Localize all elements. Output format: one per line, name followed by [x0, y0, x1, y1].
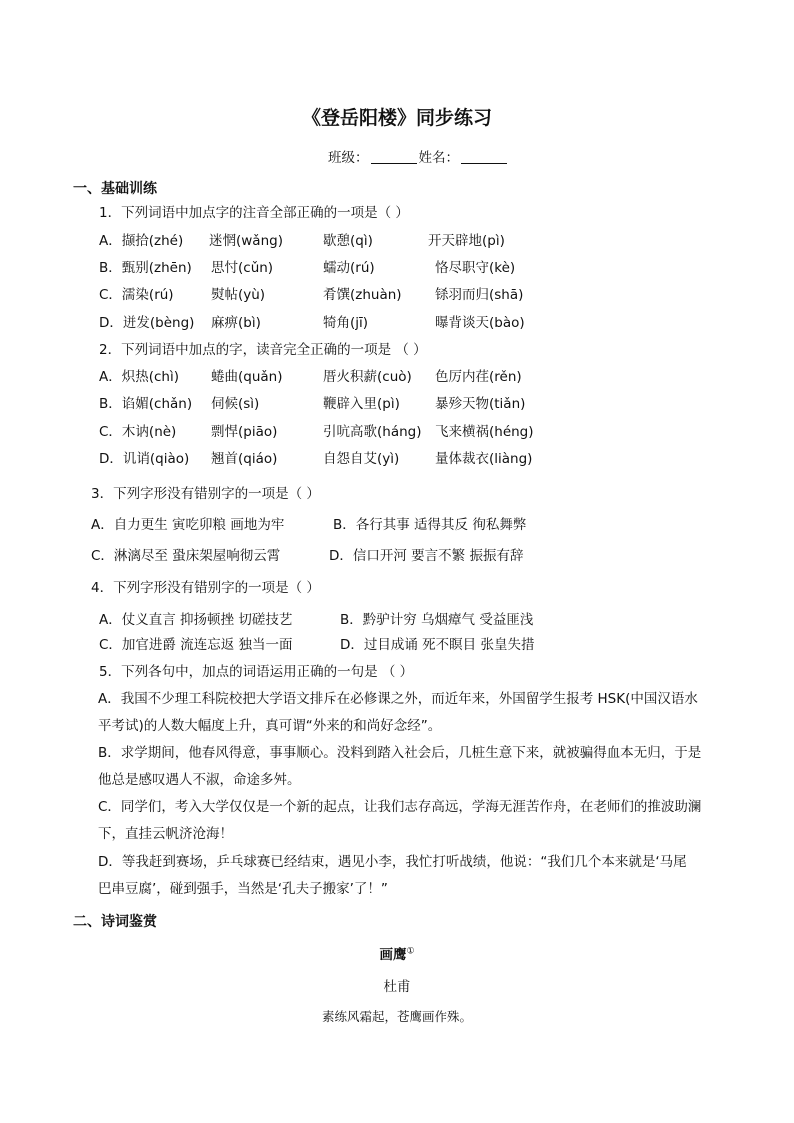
q2-b-3: 鞭辟入里(pì) — [323, 396, 400, 412]
q2-b-2: 伺候(sì) — [211, 396, 260, 412]
poem-line-1: 素练风霜起，苍鹰画作殊。 — [321, 1009, 472, 1024]
q5-line-4: 他总是感叹遇人不淑，命途多舛。 — [98, 772, 301, 788]
q1-b-3: 蠕动(rú) — [323, 260, 375, 276]
section-2-heading: 二、诗词鉴赏 — [73, 914, 157, 930]
poem-title-text: 画鹰 — [379, 947, 407, 963]
poem-author: 杜甫 — [383, 979, 411, 995]
q5-line-6: 下，直挂云帆济沧海！ — [98, 826, 233, 842]
q2-d-3: 自怨自艾(yì) — [323, 451, 400, 467]
q2-c-2: 剽悍(piāo) — [211, 424, 278, 440]
poem-footnote-marker: ① — [406, 946, 415, 957]
q5-line-1: A．我国不少理工科院校把大学语文排斥在必修课之外，而近年来，外国留学生报考 HSK(中国汉语水 — [98, 691, 698, 707]
q5-line-7: D．等我赶到赛场，乒乓球赛已经结束，遇见小李，我忙打听战绩，他说：“我们几个本来就是‘马尾 — [98, 854, 687, 870]
q1-c-4: 铩羽而归(shā) — [435, 287, 524, 303]
q4-b: B．黔驴计穷 乌烟瘴气 受益匪浅 — [340, 612, 534, 628]
q2-a-4: 色厉内荏(rěn) — [435, 369, 522, 385]
q2-d-4: 量体裁衣(liàng) — [435, 451, 533, 467]
q1-stem: 1．下列词语中加点字的注音全部正确的一项是（ ） — [99, 205, 409, 221]
q1-b-4: 恪尽职守(kè) — [435, 260, 516, 276]
q2-b-4: 暴殄天物(tiǎn) — [435, 396, 526, 412]
q2-a-3: 厝火积薪(cuò) — [323, 369, 412, 385]
q1-d-3: 犄角(jī) — [323, 315, 369, 331]
q2-c-3: 引吭高歌(háng) — [323, 424, 422, 440]
name-blank — [461, 149, 507, 164]
q5-line-2: 平考试)的人数大幅度上升，真可谓“外来的和尚好念经”。 — [98, 718, 442, 734]
page-title: 《登岳阳楼》同步练习 — [301, 107, 492, 129]
q1-a-2: 迷惘(wǎng) — [209, 233, 283, 249]
q1-c-3: 肴馔(zhuàn) — [323, 287, 402, 303]
q2-a-1: A．炽热(chì) — [99, 369, 179, 385]
q5-line-3: B．求学期间，他春风得意，事事顺心。没料到踏入社会后，几桩生意下来，就被骗得血本无归，于是 — [98, 745, 702, 761]
q3-c: C．淋漓尽至 蛩床架屋响彻云霄 — [91, 548, 281, 564]
q3-stem: 3．下列字形没有错别字的一项是（ ） — [91, 486, 320, 502]
q1-d-1: D．迸发(bèng) — [99, 315, 195, 331]
q2-a-2: 蜷曲(quǎn) — [211, 369, 283, 385]
q1-b-2: 思忖(cǔn) — [211, 260, 274, 276]
q2-d-1: D．讥诮(qiào) — [99, 451, 190, 467]
class-blank — [371, 149, 417, 164]
q1-d-2: 麻痹(bì) — [211, 315, 261, 331]
q5-line-8: 巴串豆腐’，碰到强手，当然是‘孔夫子搬家’了！” — [98, 881, 388, 897]
poem-title — [0, 943, 794, 963]
q1-a-4: 开天辟地(pì) — [428, 233, 505, 249]
q4-a: A．仗义直言 抑扬顿挫 切磋技艺 — [99, 612, 293, 628]
q3-b: B．各行其事 适得其反 徇私舞弊 — [333, 517, 527, 533]
name-label: 姓名： — [418, 150, 459, 166]
q2-c-1: C．木讷(nè) — [99, 424, 177, 440]
q2-d-2: 翘首(qiáo) — [211, 451, 278, 467]
section-1-heading: 一、基础训练 — [73, 181, 157, 197]
q1-a-1: A．撷拾(zhé) — [99, 233, 184, 249]
class-label: 班级： — [328, 150, 369, 166]
q3-d: D．信口开河 要言不繁 振振有辞 — [329, 548, 524, 564]
q2-c-4: 飞来横祸(héng) — [435, 424, 534, 440]
q1-b-1: B．甄别(zhēn) — [99, 260, 192, 276]
q1-d-4: 曝背谈天(bào) — [435, 315, 525, 331]
q4-d: D．过目成诵 死不瞑目 张皇失措 — [340, 637, 535, 653]
q2-b-1: B．谄媚(chǎn) — [99, 396, 193, 412]
q4-c: C．加官进爵 流连忘返 独当一面 — [99, 637, 293, 653]
class-name-line — [328, 146, 509, 166]
q1-c-1: C．濡染(rú) — [99, 287, 174, 303]
q5-stem: 5．下列各句中，加点的词语运用正确的一句是 （ ） — [99, 664, 414, 680]
q1-a-3: 歇憩(qì) — [323, 233, 373, 249]
q2-stem: 2．下列词语中加点的字，读音完全正确的一项是 （ ） — [99, 342, 427, 358]
q4-stem: 4．下列字形没有错别字的一项是（ ） — [91, 580, 320, 596]
q1-c-2: 熨帖(yù) — [211, 287, 266, 303]
q3-a: A．自力更生 寅吃卯粮 画地为牢 — [91, 517, 285, 533]
q5-line-5: C．同学们，考入大学仅仅是一个新的起点，让我们志存高远，学海无涯苦作舟，在老师们的推波助澜 — [98, 799, 702, 815]
